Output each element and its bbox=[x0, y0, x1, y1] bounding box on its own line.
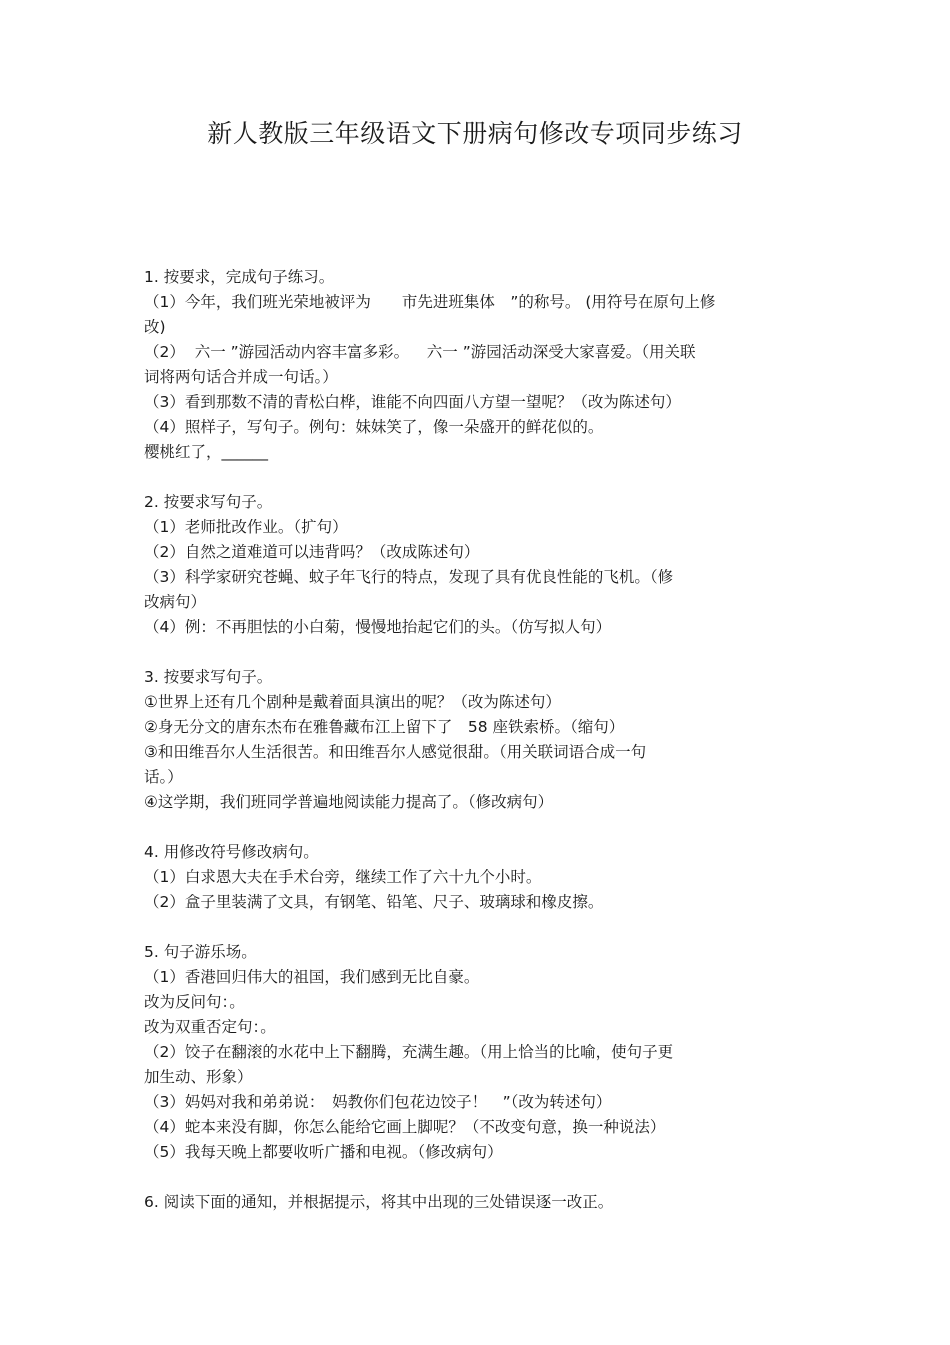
question-line: （3）看到那数不清的青松白桦，谁能不向四面八方望一望呢？（改为陈述句） bbox=[144, 393, 681, 411]
question-line: （5）我每天晚上都要收听广播和电视。（修改病句） bbox=[144, 1143, 503, 1161]
question-line: ③和田维吾尔人生活很苦。和田维吾尔人感觉很甜。（用关联词语合成一句 bbox=[144, 743, 647, 761]
question-line: ④这学期，我们班同学普遍地阅读能力提高了。（修改病句） bbox=[144, 793, 554, 811]
question-line: （1）今年，我们班光荣地被评为 市先进班集体 ”的称号。 (用符号在原句上修 bbox=[144, 293, 716, 311]
question-line: （4）蛇本来没有脚，你怎么能给它画上脚呢？（不改变句意，换一种说法） bbox=[144, 1118, 666, 1136]
question-line: （4）例：不再胆怯的小白菊，慢慢地抬起它们的头。（仿写拟人句） bbox=[144, 618, 612, 636]
question-heading: 6. 阅读下面的通知，并根据提示，将其中出现的三处错误逐一改正。 bbox=[144, 1193, 614, 1211]
question-line: （3）妈妈对我和弟弟说： 妈教你们包花边饺子！ ”（改为转述句） bbox=[144, 1093, 612, 1111]
question-line: 樱桃红了，______ bbox=[144, 443, 269, 461]
question-line: （2）饺子在翻滚的水花中上下翻腾，充满生趣。（用上恰当的比喻，使句子更 bbox=[144, 1043, 674, 1061]
question-list bbox=[144, 265, 824, 1240]
question-line: ①世界上还有几个剧种是戴着面具演出的呢？（改为陈述句） bbox=[144, 693, 561, 711]
question-heading: 5. 句子游乐场。 bbox=[144, 943, 257, 961]
question-heading: 3. 按要求写句子。 bbox=[144, 668, 273, 686]
question-line: （2）自然之道难道可以违背吗？（改成陈述句） bbox=[144, 543, 480, 561]
question-heading: 4. 用修改符号修改病句。 bbox=[144, 843, 319, 861]
question-line: 加生动、形象） bbox=[144, 1068, 253, 1086]
question-line: （1）白求恩大夫在手术台旁，继续工作了六十九个小时。 bbox=[144, 868, 542, 886]
question-heading: 2. 按要求写句子。 bbox=[144, 493, 273, 511]
question-line: 改) bbox=[144, 318, 166, 336]
question-line: （1）香港回归伟大的祖国，我们感到无比自豪。 bbox=[144, 968, 480, 986]
question-2 bbox=[144, 490, 824, 640]
question-4 bbox=[144, 840, 824, 915]
page-title: 新人教版三年级语文下册病句修改专项同步练习 bbox=[207, 119, 743, 148]
question-line: 改病句） bbox=[144, 593, 207, 611]
question-6 bbox=[144, 1190, 824, 1215]
question-line: （2）盒子里装满了文具，有钢笔、铅笔、尺子、玻璃球和橡皮擦。 bbox=[144, 893, 604, 911]
question-1 bbox=[144, 265, 824, 465]
question-3 bbox=[144, 665, 824, 815]
question-line: 词将两句话合并成一句话。） bbox=[144, 368, 338, 386]
question-line: （4）照样子，写句子。例句：妹妹笑了，像一朵盛开的鲜花似的。 bbox=[144, 418, 604, 436]
question-line: （3）科学家研究苍蝇、蚊子年飞行的特点，发现了具有优良性能的飞机。（修 bbox=[144, 568, 674, 586]
question-line: 改为双重否定句：。 bbox=[144, 1018, 276, 1036]
question-5 bbox=[144, 940, 824, 1165]
question-line: （1）老师批改作业。（扩句） bbox=[144, 518, 348, 536]
question-line: 话。） bbox=[144, 768, 183, 786]
question-line: 改为反问句：。 bbox=[144, 993, 245, 1011]
question-line: ②身无分文的唐东杰布在雅鲁藏布江上留下了 58 座铁索桥。（缩句） bbox=[144, 718, 625, 736]
question-line: （2） 六一 ”游园活动内容丰富多彩。 六一 ”游园活动深受大家喜爱。（用关联 bbox=[144, 343, 696, 361]
question-heading: 1. 按要求，完成句子练习。 bbox=[144, 268, 335, 286]
